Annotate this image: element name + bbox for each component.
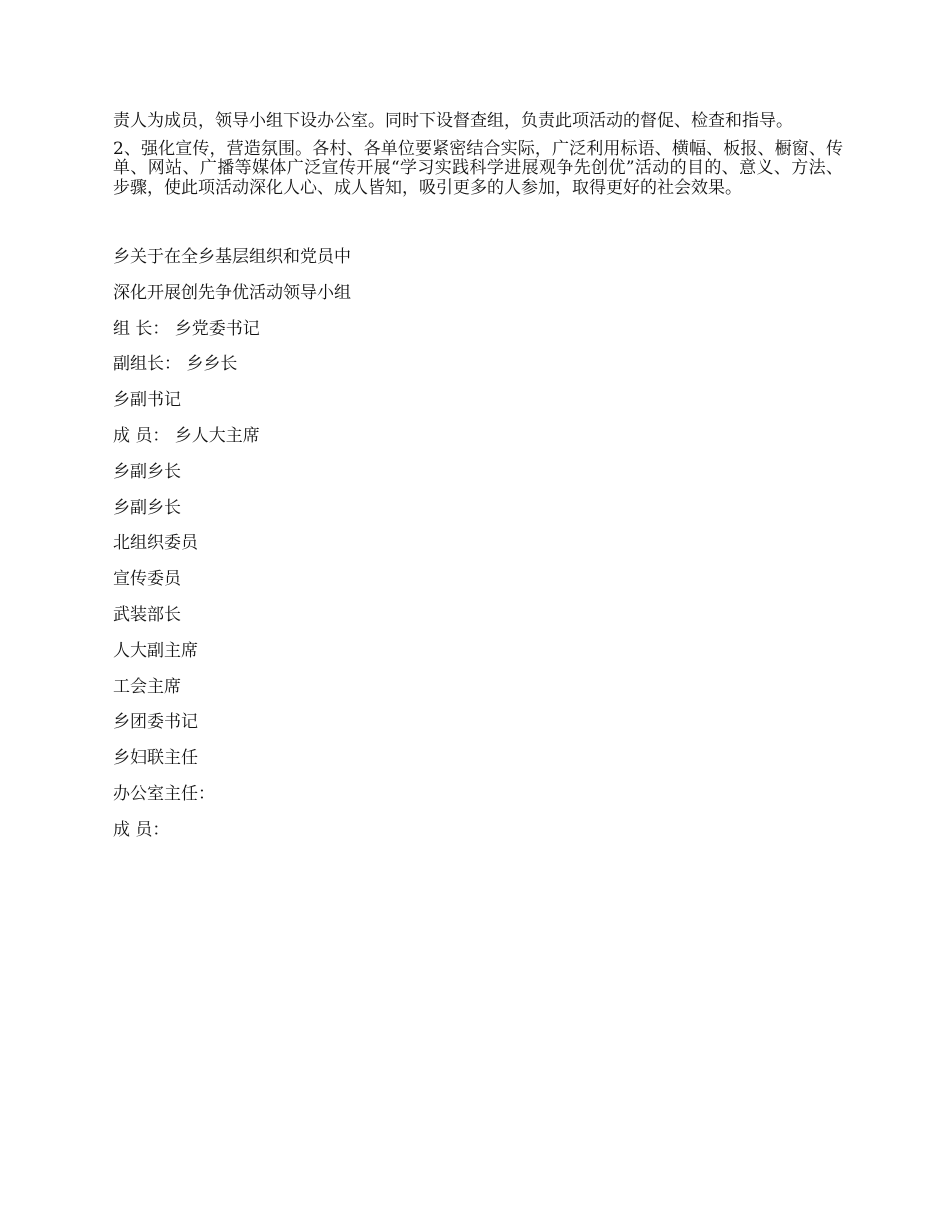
roster-line: 乡副书记 bbox=[113, 390, 181, 411]
roster-line: 乡副乡长 bbox=[113, 461, 181, 482]
paragraph-publicity: 2、强化宣传，营造氛围。各村、各单位要紧密结合实际，广泛利用标语、横幅、板报、橱窗、传单、网站、广播等媒体广泛宣传开展“学习实践科学进展观争先创优”活动的目的、意义、方法、步骤，使此项活动深化人心、成人皆知，吸引更多的人参加，取得更好的社会效果。 bbox=[113, 138, 843, 198]
document-body bbox=[113, 112, 843, 856]
paragraph-responsibility: 责人为成员，领导小组下设办公室。同时下设督查组，负责此项活动的督促、检查和指导。 bbox=[113, 111, 793, 131]
roster-title-line-1: 乡关于在全乡基层组织和党员中 bbox=[113, 247, 351, 267]
roster-line: 成 员： bbox=[113, 819, 170, 840]
roster-line: 人大副主席 bbox=[113, 640, 198, 661]
roster-line: 乡妇联主任 bbox=[113, 748, 198, 769]
roster-line: 工会主席 bbox=[113, 676, 181, 697]
roster-line: 乡团委书记 bbox=[113, 712, 198, 733]
roster-line: 办公室主任： bbox=[113, 783, 215, 804]
roster-line: 副组长： 乡乡长 bbox=[113, 354, 238, 375]
leadership-roster bbox=[113, 247, 843, 840]
roster-line: 北组织委员 bbox=[113, 533, 198, 554]
roster-title-line-2: 深化开展创先争优活动领导小组 bbox=[113, 282, 351, 303]
roster-line: 成 员： 乡人大主席 bbox=[113, 425, 260, 446]
roster-line: 武装部长 bbox=[113, 604, 181, 625]
roster-line: 乡副乡长 bbox=[113, 497, 181, 518]
roster-line: 组 长： 乡党委书记 bbox=[113, 318, 260, 339]
roster-line: 宣传委员 bbox=[113, 569, 181, 590]
